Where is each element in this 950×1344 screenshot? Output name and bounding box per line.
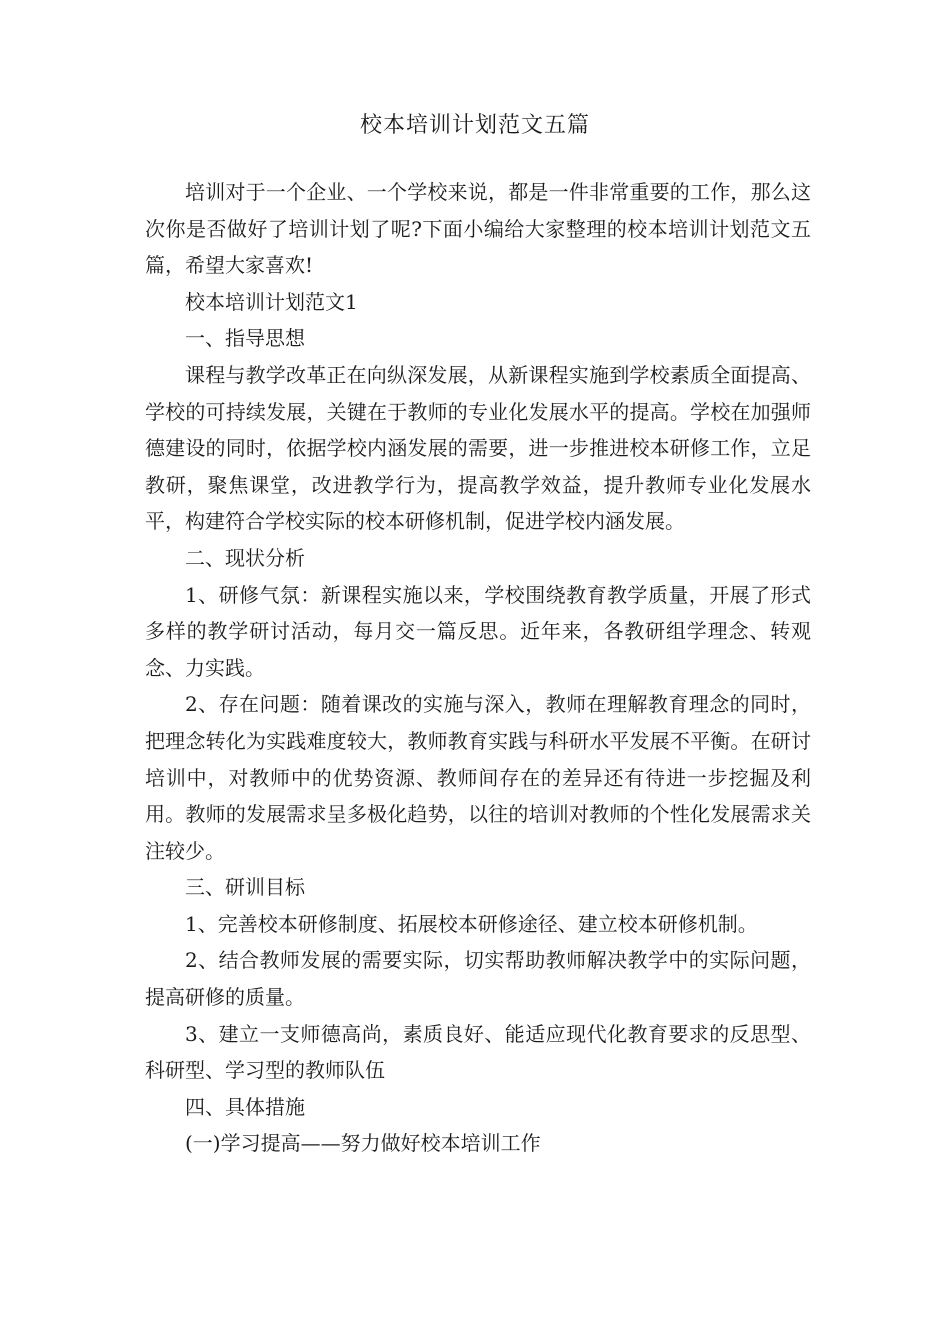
heading-specific-measures: 四、具体措施	[185, 1094, 305, 1119]
heading-current-analysis: 二、现状分析	[185, 545, 305, 570]
paragraph-goal-2: 2、结合教师发展的需要实际，切实帮助教师解决教学中的实际问题，提高研修的质量。	[145, 948, 811, 1010]
heading-training-goals: 三、研训目标	[185, 875, 305, 900]
document-title: 校本培训计划范文五篇	[359, 113, 590, 138]
intro-paragraph: 培训对于一个企业、一个学校来说，都是一件非常重要的工作，那么这次你是否做好了培训计划了呢?下面小编给大家整理的校本培训计划范文五篇，希望大家喜欢!	[145, 180, 811, 278]
paragraph-goal-1: 1、完善校本研修制度、拓展校本研修途径、建立校本研修机制。	[185, 911, 758, 936]
subheading-learning-improvement: (一)学习提高——努力做好校本培训工作	[185, 1131, 541, 1156]
document-body	[145, 174, 811, 1162]
paragraph-guiding-ideology: 课程与教学改革正在向纵深发展，从新课程实施到学校素质全面提高、学校的可持续发展，关键在于教师的专业化发展水平的提高。学校在加强师德建设的同时，依据学校内涵发展的需要，进一步推进校本研修工作，立足教研，聚焦课堂，改进教学行为，提高教学效益，提升教师专业化发展水平，构建符合学校实际的校本研修机制，促进学校内涵发展。	[145, 362, 811, 534]
paragraph-existing-problems: 2、存在问题：随着课改的实施与深入，教师在理解教育理念的同时，把理念转化为实践难度较大，教师教育实践与科研水平发展不平衡。在研讨培训中，对教师中的优势资源、教师间存在的差异还有待进一步挖掘及利用。教师的发展需求呈多极化趋势，以往的培训对教师的个性化发展需求关注较少。	[145, 692, 811, 863]
paragraph-goal-3: 3、建立一支师德高尚，素质良好、能适应现代化教育要求的反思型、科研型、学习型的教师队伍	[145, 1021, 811, 1083]
paragraph-research-atmosphere: 1、研修气氛：新课程实施以来，学校围绕教育教学质量，开展了形式多样的教学研讨活动，每月交一篇反思。近年来，各教研组学理念、转观念、力实践。	[145, 582, 811, 680]
section-heading-sample-1: 校本培训计划范文1	[185, 289, 358, 314]
heading-guiding-ideology: 一、指导思想	[185, 326, 305, 351]
